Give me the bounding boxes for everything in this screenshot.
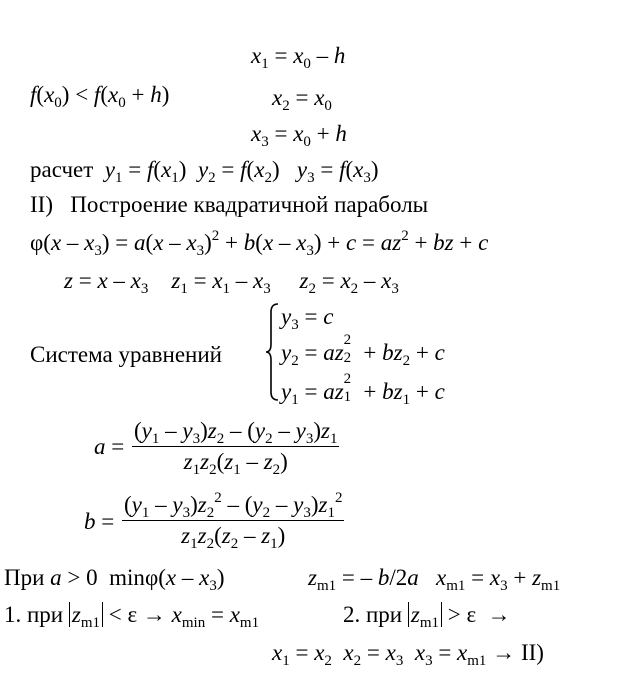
formula-x2: $x_2 = x_0$	[272, 85, 332, 114]
item1-label: 1. при	[4, 602, 64, 627]
system-eq3: $y_1$ = az 2 1 + $bz_1 + c$	[281, 371, 445, 408]
system-eq2: $y_2$ = az 2 2 + $bz_2 + c$	[281, 332, 445, 369]
item2-label: 2. при	[343, 602, 403, 627]
formula-min: При a > 0 $\min\varphi(x - x_3)$	[4, 565, 225, 594]
formula-zm1: $z_{m1}$ = – b/2a $x_{m1} = x_3 + z_{m1}$	[308, 565, 561, 594]
calc-line: расчет $y_1 = f(x_1) y_2 = f(x_2) y_3 = f(x_3)$	[30, 157, 379, 186]
formula-phi: $\varphi(x - x_3) = a(x - x_3)^2 + b(x - x_3) + c = az^2$ + bz + c	[30, 228, 489, 259]
pri-label: При	[4, 565, 45, 590]
formula-b-lhs: b =	[84, 509, 115, 534]
system-eq1: $y_3 = c$	[281, 304, 334, 333]
condition-1: 1. при $z_{m1} < \varepsilon \to x_{min} = x_{m1}$	[4, 602, 260, 631]
formula-b-fraction: $\frac{(y_1 - y_3)z_2^2 - (y_2 - y_3)z_1^2}{z_1z_2(z_2 - z_1)}$	[124, 490, 343, 552]
formula-z: $z = x - x_3$ $z_1 = x_1 - x_3$ $z_2 = x_2 - x_3$	[64, 268, 399, 297]
condition-2: 2. при $z_{m1} > \varepsilon$ →	[343, 602, 511, 631]
system-label: Система уравнений	[30, 342, 222, 367]
section-heading: II) Построение квадратичной параболы	[30, 192, 429, 217]
raschet-label: расчет	[30, 157, 94, 182]
formula-x3: $x_3 = x_0 + h$	[251, 121, 347, 150]
formula-a-lhs: a =	[94, 434, 125, 459]
formula-reassign: $x_1 = x_2$ $x_2 = x_3$ $x_3 = x_{m1} \to II$)	[272, 640, 544, 669]
formula-a-fraction: $\frac{(y_1 - y_3)z_2 - (y_2 - y_3)z_1}{z_1z_2(z_1 - z_2)}$	[134, 418, 338, 478]
formula-condition: $f(x_0) < f(x_0 + h)$	[30, 82, 170, 111]
formula-x1: $x_1 = x_0 - h$	[251, 43, 346, 72]
min-label: min	[109, 565, 145, 590]
system-brace	[264, 302, 280, 402]
